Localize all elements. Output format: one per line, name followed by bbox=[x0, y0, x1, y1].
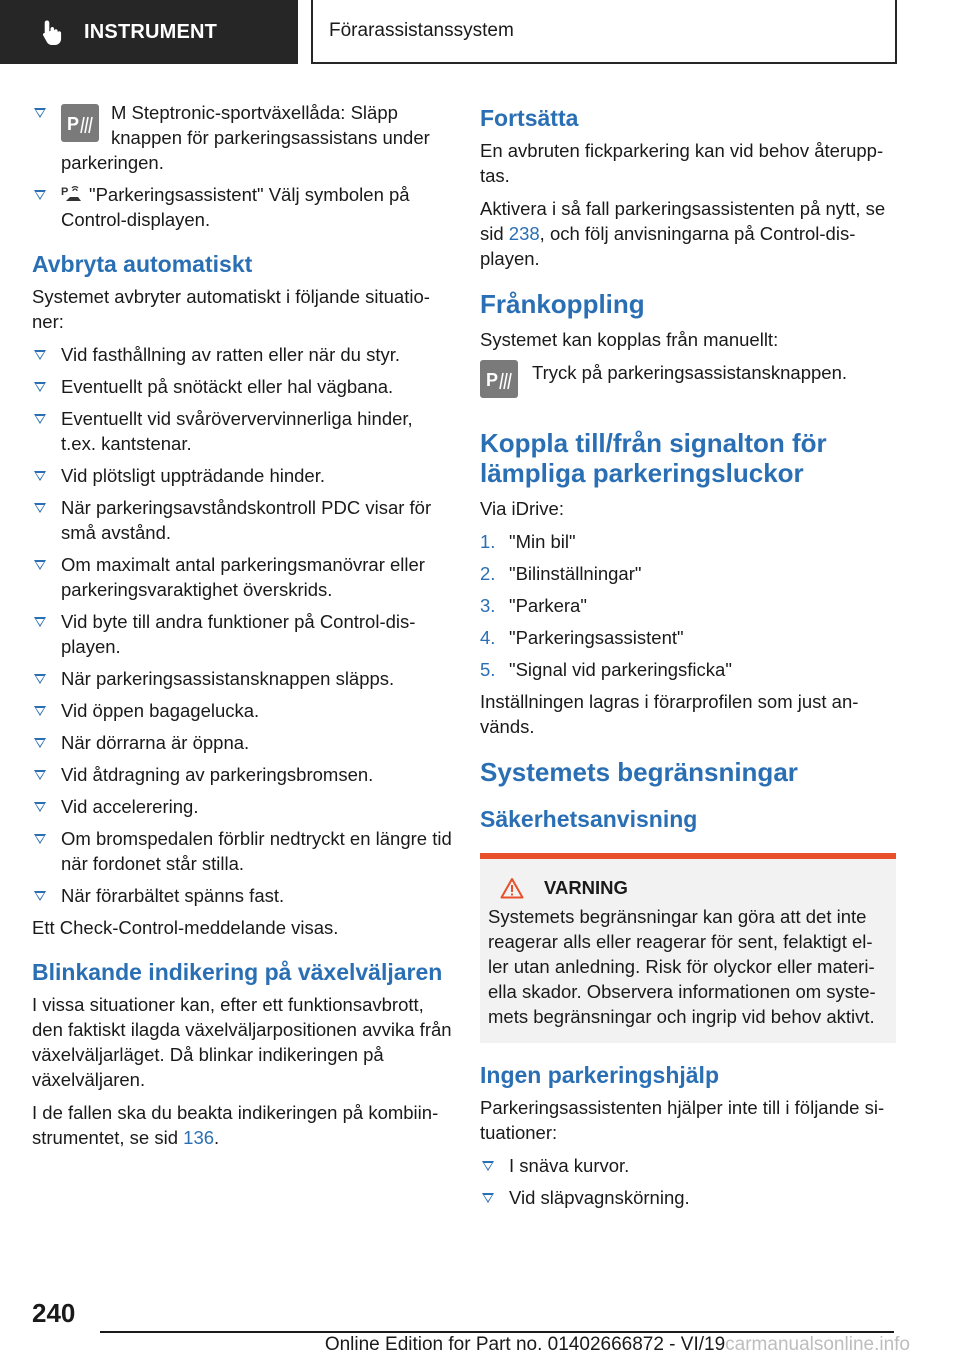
triangle-bullet-icon bbox=[482, 1161, 494, 1171]
section-title: INSTRUMENT bbox=[84, 20, 218, 43]
triangle-bullet-icon bbox=[34, 471, 46, 481]
list-item bbox=[32, 666, 452, 691]
list-item bbox=[32, 826, 452, 876]
list-item-text: När förarbältet spänns fast. bbox=[61, 885, 285, 906]
page-link-238[interactable]: 238 bbox=[508, 223, 540, 244]
step-text: "Min bil" bbox=[509, 531, 576, 552]
list-item bbox=[32, 794, 452, 819]
footer-edition bbox=[325, 1334, 910, 1356]
list-item bbox=[32, 698, 452, 723]
list-item bbox=[480, 561, 896, 586]
step-number: 4. bbox=[480, 627, 496, 648]
continue-paragraph-2 bbox=[480, 196, 896, 271]
list-item-text: I snäva kurvor. bbox=[509, 1155, 630, 1176]
cancel-list bbox=[32, 342, 452, 908]
triangle-bullet-icon bbox=[34, 350, 46, 360]
list-item-text: Om maximalt antal parkeringsmanövrar eller parkeringsvaraktighet överskrids. bbox=[61, 554, 425, 600]
nohelp-paragraph: Parkeringsassistenten hjälper inte till i följande si-tuationer: bbox=[480, 1097, 885, 1143]
list-item-text: "Parkeringsassistent" Välj symbolen på Control-displayen. bbox=[61, 184, 410, 230]
list-item-text: Eventuellt vid svåröververvinnerliga hinder, t.ex. kantstenar. bbox=[61, 408, 413, 454]
heading-continue: Fortsätta bbox=[480, 105, 579, 131]
list-item-text: Om bromspedalen förblir nedtryckt en längre tid när fordonet står stilla. bbox=[61, 828, 452, 874]
watermark-text: carmanualsonline.info bbox=[725, 1334, 910, 1355]
cancel-intro: Systemet avbryter automatiskt i följande situatio-ner: bbox=[32, 286, 430, 332]
list-item bbox=[480, 1185, 896, 1210]
step-number: 2. bbox=[480, 563, 496, 584]
list-item-text: Eventuellt på snötäckt eller hal vägbana. bbox=[61, 376, 394, 397]
chapter-tab bbox=[311, 0, 897, 64]
signal-via: Via iDrive: bbox=[480, 498, 564, 519]
list-item bbox=[480, 593, 896, 618]
list-item-text: M Steptronic-sportväxellåda: Släpp knappen för parkeringsassistans under parkeringen. bbox=[61, 102, 430, 173]
text-span: . bbox=[214, 1127, 220, 1148]
triangle-bullet-icon bbox=[34, 382, 46, 392]
signal-note: Inställningen lagras i förarprofilen som just an-vänds. bbox=[480, 691, 859, 737]
list-item-text: Vid öppen bagagelucka. bbox=[61, 700, 260, 721]
svg-text:P: P bbox=[61, 186, 69, 198]
heading-disconnect: Frånkoppling bbox=[480, 289, 645, 319]
parking-assistant-symbol-icon bbox=[61, 184, 83, 204]
chapter-title: Förarassistanssystem bbox=[329, 20, 514, 41]
heading-nohelp: Ingen parkeringshjälp bbox=[480, 1062, 719, 1088]
triangle-bullet-icon bbox=[34, 891, 46, 901]
blink-paragraph-1: I vissa situationer kan, efter ett funktionsavbrott, den faktiskt ilagda växelväljarpositionen avvika från växelväljarläget. Då blinkar indikeringen på växelväljaren. bbox=[32, 994, 452, 1090]
triangle-bullet-icon bbox=[34, 834, 46, 844]
list-item bbox=[32, 342, 452, 367]
warning-title: VARNING bbox=[544, 877, 628, 898]
list-item bbox=[32, 495, 452, 545]
edition-text: Online Edition for Part no. 01402666872 - VI/19 bbox=[324, 1334, 726, 1355]
triangle-bullet-icon bbox=[34, 706, 46, 716]
triangle-bullet-icon bbox=[34, 560, 46, 570]
list-item bbox=[32, 609, 452, 659]
step-text: "Bilinställningar" bbox=[509, 563, 642, 584]
triangle-bullet-icon bbox=[482, 1193, 494, 1203]
step-number: 5. bbox=[480, 659, 496, 680]
page-link-136[interactable]: 136 bbox=[183, 1127, 215, 1148]
continue-paragraph-1: En avbruten fickparkering kan vid behov återupp-tas. bbox=[480, 140, 884, 186]
right-column bbox=[480, 100, 896, 1217]
list-item bbox=[480, 657, 896, 682]
triangle-bullet-icon bbox=[34, 414, 46, 424]
list-item-text: När dörrarna är öppna. bbox=[61, 732, 250, 753]
list-item-text: Vid fasthållning av ratten eller när du styr. bbox=[61, 344, 401, 365]
parking-button-icon bbox=[480, 360, 518, 398]
list-item-text: Vid släpvagnskörning. bbox=[509, 1187, 690, 1208]
list-item bbox=[32, 182, 452, 232]
triangle-bullet-icon bbox=[34, 802, 46, 812]
step-number: 3. bbox=[480, 595, 496, 616]
triangle-bullet-icon bbox=[34, 738, 46, 748]
heading-limits: Systemets begränsningar bbox=[480, 757, 798, 787]
list-item bbox=[480, 625, 896, 650]
step-text: "Parkeringsassistent" bbox=[509, 627, 684, 648]
step-text: "Signal vid parkeringsficka" bbox=[509, 659, 732, 680]
signal-steps bbox=[480, 529, 896, 682]
heading-safety: Säkerhetsanvisning bbox=[480, 806, 698, 832]
triangle-bullet-icon bbox=[34, 617, 46, 627]
list-item bbox=[480, 529, 896, 554]
heading-signal: Koppla till/från signalton för lämpliga parkeringsluckor bbox=[480, 428, 827, 488]
step-text: "Parkera" bbox=[509, 595, 587, 616]
left-column bbox=[32, 100, 452, 1158]
list-item bbox=[32, 883, 452, 908]
disconnect-action bbox=[480, 360, 896, 398]
warning-box bbox=[480, 853, 896, 1043]
list-item bbox=[32, 406, 452, 456]
nohelp-list bbox=[480, 1153, 896, 1210]
warning-text: Systemets begränsningar kan göra att det inte reagerar alls eller reagerar för sent, felaktigt el-ler utan anledning. Risk för olyckor eller materi-ella skador. Observera informationen om syste-mets begränsningar och ingrip vid behov aktivt. bbox=[488, 906, 876, 1027]
list-item-text: Vid plötsligt uppträdande hinder. bbox=[61, 465, 325, 486]
disconnect-paragraph: Systemet kan kopplas från manuellt: bbox=[480, 329, 779, 350]
list-item-text: Vid åtdragning av parkeringsbromsen. bbox=[61, 764, 374, 785]
triangle-bullet-icon bbox=[34, 674, 46, 684]
list-item-text: När parkeringsassistansknappen släpps. bbox=[61, 668, 395, 689]
intro-list bbox=[32, 100, 452, 232]
triangle-bullet-icon bbox=[34, 108, 46, 118]
list-item bbox=[32, 552, 452, 602]
hand-pointer-icon bbox=[42, 19, 64, 45]
list-item bbox=[480, 1153, 896, 1178]
page-number: 240 bbox=[32, 1298, 76, 1328]
list-item-text: Vid byte till andra funktioner på Control-dis-playen. bbox=[61, 611, 416, 657]
triangle-bullet-icon bbox=[34, 770, 46, 780]
svg-text:P: P bbox=[67, 114, 80, 134]
disconnect-action-text: Tryck på parkeringsassistansknappen. bbox=[532, 362, 847, 383]
step-number: 1. bbox=[480, 531, 496, 552]
footer-divider bbox=[100, 1331, 894, 1333]
heading-blink: Blinkande indikering på växelväljaren bbox=[32, 959, 443, 985]
list-item-text: Vid accelerering. bbox=[61, 796, 199, 817]
blink-paragraph-2 bbox=[32, 1100, 452, 1150]
text-span: , och följ anvisningarna på Control-dis-playen. bbox=[480, 223, 856, 269]
list-item bbox=[32, 762, 452, 787]
text-span: I de fallen ska du beakta indikeringen på kombiin-strumentet, se sid bbox=[32, 1102, 439, 1148]
list-item bbox=[32, 374, 452, 399]
cancel-outro: Ett Check-Control-meddelande visas. bbox=[32, 917, 339, 938]
list-item bbox=[32, 730, 452, 755]
list-item-text: När parkeringsavståndskontroll PDC visar för små avstånd. bbox=[61, 497, 432, 543]
section-tab bbox=[0, 0, 298, 64]
list-item bbox=[32, 100, 452, 175]
list-item bbox=[32, 463, 452, 488]
warning-triangle-icon bbox=[500, 877, 524, 899]
warning-title-row bbox=[488, 875, 888, 900]
triangle-bullet-icon bbox=[34, 190, 46, 200]
svg-text:P: P bbox=[486, 370, 499, 390]
heading-cancel: Avbryta automatiskt bbox=[32, 251, 253, 277]
parking-button-icon bbox=[61, 104, 99, 142]
triangle-bullet-icon bbox=[34, 503, 46, 513]
text-span: Aktivera i så fall parkeringsassistenten på nytt, se sid bbox=[480, 198, 886, 244]
